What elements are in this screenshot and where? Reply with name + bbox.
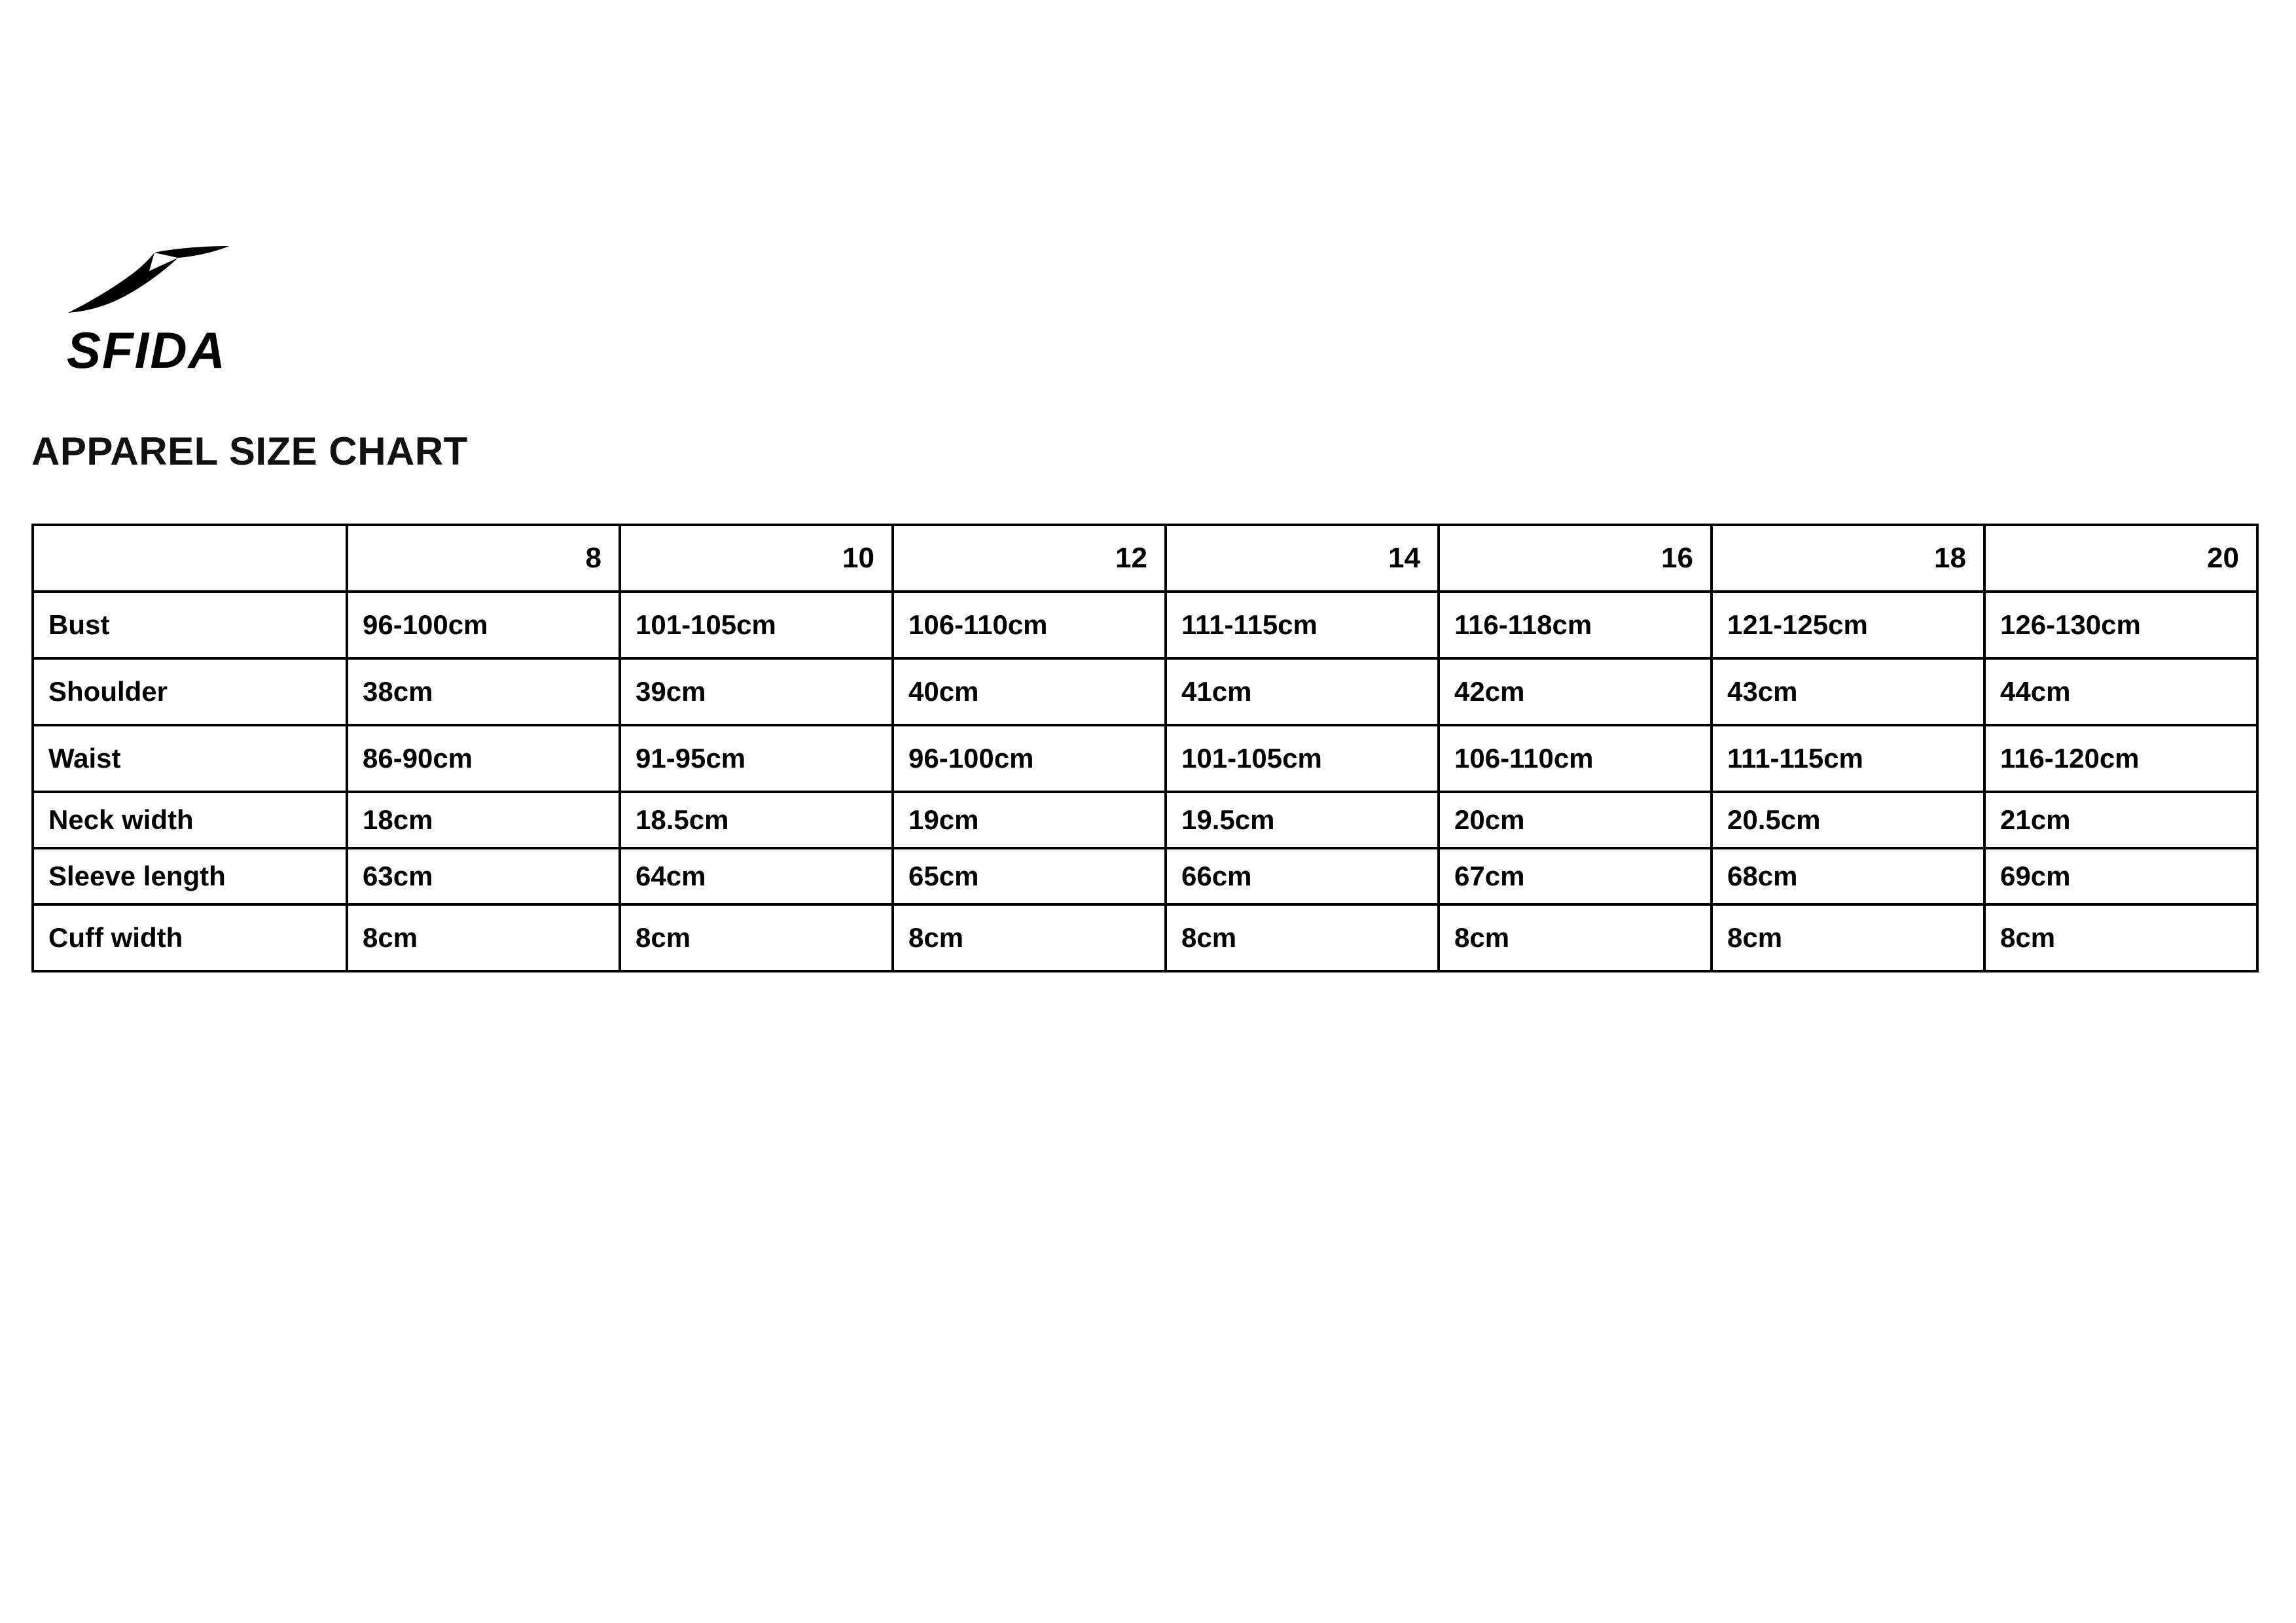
table-row bbox=[33, 904, 2257, 971]
apparel-size-table bbox=[31, 524, 2259, 972]
cell-neck-width-14: 19.5cm bbox=[1166, 792, 1439, 848]
row-label-neck-width: Neck width bbox=[33, 792, 347, 848]
cell-shoulder-10: 39cm bbox=[620, 658, 893, 725]
brand-wordmark: SFIDA bbox=[67, 321, 226, 379]
sfida-swoosh-logo-icon bbox=[63, 242, 279, 321]
cell-bust-18: 121-125cm bbox=[1712, 592, 1984, 658]
cell-waist-20: 116-120cm bbox=[1984, 725, 2257, 792]
column-header-size-16: 16 bbox=[1439, 525, 1712, 592]
cell-cuff-width-12: 8cm bbox=[893, 904, 1166, 971]
cell-bust-8: 96-100cm bbox=[347, 592, 620, 658]
cell-waist-12: 96-100cm bbox=[893, 725, 1166, 792]
cell-shoulder-16: 42cm bbox=[1439, 658, 1712, 725]
page-title: APPAREL SIZE CHART bbox=[31, 429, 468, 473]
cell-neck-width-18: 20.5cm bbox=[1712, 792, 1984, 848]
table-row bbox=[33, 592, 2257, 658]
cell-shoulder-20: 44cm bbox=[1984, 658, 2257, 725]
cell-sleeve-length-10: 64cm bbox=[620, 848, 893, 904]
table-row bbox=[33, 658, 2257, 725]
cell-cuff-width-14: 8cm bbox=[1166, 904, 1439, 971]
cell-neck-width-12: 19cm bbox=[893, 792, 1166, 848]
cell-sleeve-length-14: 66cm bbox=[1166, 848, 1439, 904]
cell-neck-width-16: 20cm bbox=[1439, 792, 1712, 848]
cell-bust-12: 106-110cm bbox=[893, 592, 1166, 658]
row-label-waist: Waist bbox=[33, 725, 347, 792]
cell-bust-14: 111-115cm bbox=[1166, 592, 1439, 658]
table-body bbox=[33, 592, 2257, 971]
cell-waist-10: 91-95cm bbox=[620, 725, 893, 792]
column-header-size-14: 14 bbox=[1166, 525, 1439, 592]
cell-cuff-width-18: 8cm bbox=[1712, 904, 1984, 971]
cell-neck-width-20: 21cm bbox=[1984, 792, 2257, 848]
row-label-sleeve-length: Sleeve length bbox=[33, 848, 347, 904]
cell-sleeve-length-12: 65cm bbox=[893, 848, 1166, 904]
column-header-size-12: 12 bbox=[893, 525, 1166, 592]
cell-neck-width-8: 18cm bbox=[347, 792, 620, 848]
table-header bbox=[33, 525, 2257, 592]
cell-sleeve-length-18: 68cm bbox=[1712, 848, 1984, 904]
cell-bust-16: 116-118cm bbox=[1439, 592, 1712, 658]
cell-neck-width-10: 18.5cm bbox=[620, 792, 893, 848]
cell-shoulder-12: 40cm bbox=[893, 658, 1166, 725]
cell-shoulder-18: 43cm bbox=[1712, 658, 1984, 725]
row-label-cuff-width: Cuff width bbox=[33, 904, 347, 971]
cell-sleeve-length-20: 69cm bbox=[1984, 848, 2257, 904]
column-header-size-18: 18 bbox=[1712, 525, 1984, 592]
cell-waist-8: 86-90cm bbox=[347, 725, 620, 792]
cell-sleeve-length-16: 67cm bbox=[1439, 848, 1712, 904]
cell-cuff-width-20: 8cm bbox=[1984, 904, 2257, 971]
cell-shoulder-8: 38cm bbox=[347, 658, 620, 725]
brand-logo bbox=[63, 242, 298, 379]
column-header-size-8: 8 bbox=[347, 525, 620, 592]
cell-bust-10: 101-105cm bbox=[620, 592, 893, 658]
cell-shoulder-14: 41cm bbox=[1166, 658, 1439, 725]
cell-cuff-width-10: 8cm bbox=[620, 904, 893, 971]
row-label-shoulder: Shoulder bbox=[33, 658, 347, 725]
table-header-row bbox=[33, 525, 2257, 592]
column-header-size-20: 20 bbox=[1984, 525, 2257, 592]
cell-bust-20: 126-130cm bbox=[1984, 592, 2257, 658]
size-chart-table-container bbox=[31, 524, 2257, 972]
table-corner-cell bbox=[33, 525, 347, 592]
table-row bbox=[33, 848, 2257, 904]
cell-waist-18: 111-115cm bbox=[1712, 725, 1984, 792]
row-label-bust: Bust bbox=[33, 592, 347, 658]
cell-waist-14: 101-105cm bbox=[1166, 725, 1439, 792]
cell-sleeve-length-8: 63cm bbox=[347, 848, 620, 904]
table-row bbox=[33, 725, 2257, 792]
column-header-size-10: 10 bbox=[620, 525, 893, 592]
table-row bbox=[33, 792, 2257, 848]
cell-cuff-width-16: 8cm bbox=[1439, 904, 1712, 971]
cell-waist-16: 106-110cm bbox=[1439, 725, 1712, 792]
cell-cuff-width-8: 8cm bbox=[347, 904, 620, 971]
